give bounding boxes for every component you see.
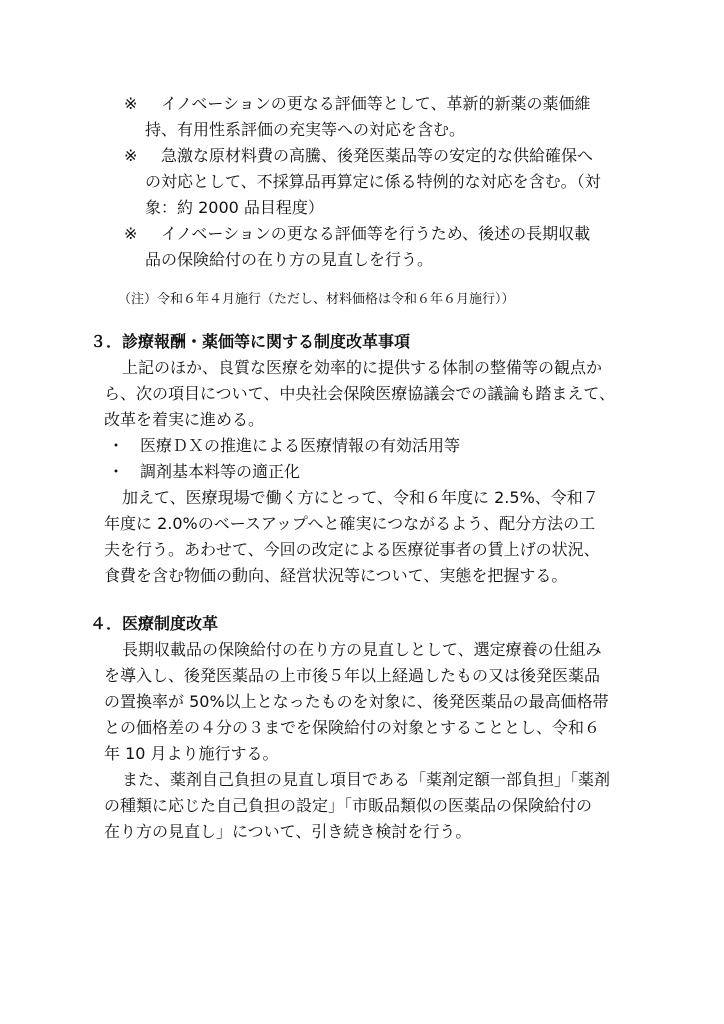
section-4-para-2-line-1: また、薬剤自己負担の見直し項目である「薬剤定額一部負担」「薬剤: [122, 770, 611, 789]
note-3-line-2: 品の保険給付の在り方の見直しを行う。: [145, 250, 434, 269]
footnote: （注）令和６年４月施行（ただし、材料価格は令和６年６月施行））: [118, 292, 515, 307]
section-4-para-1-line-1: 長期収載品の保険給付の在り方の見直しとして、選定療養の仕組み: [122, 640, 602, 659]
section-4-para-1-line-5: 年 10 月より施行する。: [104, 744, 279, 763]
note-2-mark: ※: [124, 146, 138, 165]
bullet-1-text: 医療ＤＸの推進による医療情報の有効活用等: [140, 436, 461, 455]
section-3-para-2-line-4: 食費を含む物価の動向、経営状況等について、実態を把握する。: [104, 566, 568, 585]
note-3-mark: ※: [124, 224, 138, 243]
section-3-para-2-line-3: 夫を行う。あわせて、今回の改定による医療従事者の賃上げの状況、: [104, 540, 600, 559]
section-4-para-1-line-3: の置換率が 50%以上となったものを対象に、後発医薬品の最高価格帯: [104, 692, 609, 711]
note-2-line-2: の対応として、不採算品再算定に係る特例的な対応を含む。（対: [145, 172, 601, 191]
note-3-line-1: イノベーションの更なる評価等を行うため、後述の長期収載: [161, 224, 591, 243]
note-2-line-3: 象：約 2000 品目程度）: [145, 198, 324, 217]
bullet-2-text: 調剤基本料等の適正化: [140, 462, 301, 481]
bullet-2-mark: ・: [108, 462, 125, 481]
note-1-line-1: イノベーションの更なる評価等として、革新的新薬の薬価維: [161, 94, 591, 113]
section-4-para-2-line-3: 在り方の見直し」について、引き続き検討を行う。: [104, 822, 472, 841]
bullet-1-mark: ・: [108, 436, 125, 455]
note-1-mark: ※: [124, 94, 138, 113]
section-3-para-1-line-3: 改革を着実に進める。: [104, 410, 265, 429]
section-3-para-1-line-1: 上記のほか、良質な医療を効率的に提供する体制の整備等の観点か: [122, 358, 603, 377]
section-3-para-2-line-2: 年度に 2.0%のベースアップへと確実につながるよう、配分方法の工: [104, 514, 596, 533]
section-4-para-1-line-4: との価格差の４分の３までを保険給付の対象とすることとし、令和６: [104, 718, 601, 737]
section-4-para-1-line-2: を導入し、後発医薬品の上市後５年以上経過したもの又は後発医薬品: [104, 666, 601, 685]
note-2-line-1: 急激な原材料費の高騰、後発医薬品等の安定的な供給確保へ: [161, 146, 594, 165]
section-4-para-2-line-2: の種類に応じた自己負担の設定」「市販品類似の医薬品の保険給付の: [104, 796, 593, 815]
section-3-para-1-line-2: ら、次の項目について、中央社会保険医療協議会での議論も踏まえて、: [104, 384, 616, 403]
section-3-heading: ３．診療報酬・薬価等に関する制度改革事項: [90, 332, 411, 351]
section-4-heading: ４．医療制度改革: [90, 614, 219, 633]
note-1-line-2: 持、有用性系評価の充実等への対応を含む。: [145, 120, 466, 139]
section-3-para-2-line-1: 加えて、医療現場で働く方にとって、令和６年度に 2.5%、令和７: [122, 488, 599, 507]
